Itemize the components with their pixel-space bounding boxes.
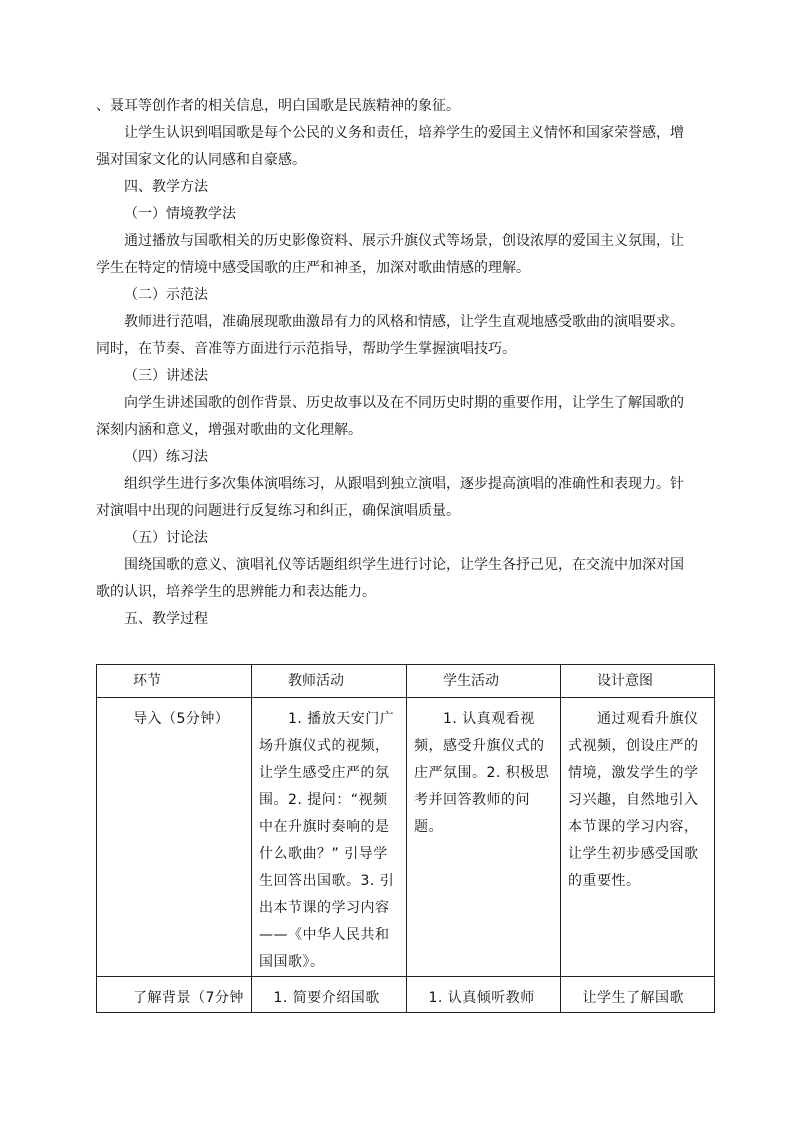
header-cell xyxy=(561,665,715,698)
table-cell xyxy=(97,698,252,977)
row-2-stage: 了解背景（7分钟 xyxy=(133,990,244,1006)
method-3-line-b: 深刻内涵和意义，增强对歌曲的文化理解。 xyxy=(96,422,362,438)
section-4-title: 四、教学方法 xyxy=(124,179,208,195)
method-4-line-b: 对演唱中出现的问题进行反复练习和纠正，确保演唱质量。 xyxy=(96,503,460,519)
method-2-line-b: 同时，在节奏、音准等方面进行示范指导，帮助学生掌握演唱技巧。 xyxy=(96,341,516,357)
method-4-heading: （四）练习法 xyxy=(124,449,208,465)
intro-para-2-line-b: 强对国家文化的认同感和自豪感。 xyxy=(96,152,306,168)
method-3-line-a: 向学生讲述国歌的创作背景、历史故事以及在不同历史时期的重要作用，让学生了解国歌的 xyxy=(124,395,684,411)
row-2-intent: 让学生了解国歌 xyxy=(568,990,684,1006)
header-cell xyxy=(252,665,407,698)
table-row xyxy=(97,698,715,977)
table-cell xyxy=(407,977,561,1013)
section-5-title: 五、教学过程 xyxy=(124,611,208,627)
table-cell xyxy=(97,977,252,1013)
row-1-stage: 导入（5分钟） xyxy=(133,711,230,727)
method-4-line-a: 组织学生进行多次集体演唱练习，从跟唱到独立演唱，逐步提高演唱的准确性和表现力。针 xyxy=(124,476,684,492)
row-1-intent: 通过观看升旗仪式视频，创设庄严的情境，激发学生的学习兴趣，自然地引入本节课的学习内容，让学生初步感受国歌的重要性。 xyxy=(568,711,699,889)
intro-para-2-line-a: 让学生认识到唱国歌是每个公民的义务和责任，培养学生的爱国主义情怀和国家荣誉感，增 xyxy=(124,125,684,141)
table-header-row xyxy=(97,665,715,698)
method-1-heading: （一）情境教学法 xyxy=(124,206,236,222)
table-cell xyxy=(252,977,407,1013)
row-2-student: 1. 认真倾听教师 xyxy=(414,990,535,1006)
row-1-student: 1. 认真观看视频，感受升旗仪式的庄严氛围。2. 积极思考并回答教师的问题。 xyxy=(414,711,550,835)
method-5-line-a: 围绕国歌的意义、演唱礼仪等话题组织学生进行讨论，让学生各抒己见，在交流中加深对国 xyxy=(124,557,684,573)
method-3-heading: （三）讲述法 xyxy=(124,368,208,384)
table-cell xyxy=(252,698,407,977)
header-intent: 设计意图 xyxy=(597,673,653,689)
row-2-teacher: 1. 简要介绍国歌 xyxy=(259,990,380,1006)
table-cell xyxy=(561,698,715,977)
header-cell xyxy=(407,665,561,698)
table-row xyxy=(97,977,715,1013)
method-2-line-a: 教师进行范唱，准确展现歌曲激昂有力的风格和情感，让学生直观地感受歌曲的演唱要求。 xyxy=(124,314,684,330)
intro-line-1: 、聂耳等创作者的相关信息，明白国歌是民族精神的象征。 xyxy=(96,98,460,114)
method-1-line-a: 通过播放与国歌相关的历史影像资料、展示升旗仪式等场景，创设浓厚的爱国主义氛围，让 xyxy=(124,233,684,249)
header-cell xyxy=(97,665,252,698)
table-cell xyxy=(561,977,715,1013)
table-cell xyxy=(407,698,561,977)
method-2-heading: （二）示范法 xyxy=(124,287,208,303)
header-student: 学生活动 xyxy=(443,673,499,689)
header-stage: 环节 xyxy=(133,673,161,689)
method-1-line-b: 学生在特定的情境中感受国歌的庄严和神圣，加深对歌曲情感的理解。 xyxy=(96,260,530,276)
method-5-heading: （五）讨论法 xyxy=(124,530,208,546)
lesson-process-table xyxy=(96,664,715,1013)
header-teacher: 教师活动 xyxy=(288,673,344,689)
row-1-teacher: 1. 播放天安门广场升旗仪式的视频，让学生感受庄严的氛围。2. 提问：“视频中在升旗时奏响的是什么歌曲？” 引导学生回答出国歌。3. 引出本节课的学习内容 ——《中华人民共和国国歌》。 xyxy=(259,711,395,970)
method-5-line-b: 歌的认识，培养学生的思辨能力和表达能力。 xyxy=(96,584,376,600)
